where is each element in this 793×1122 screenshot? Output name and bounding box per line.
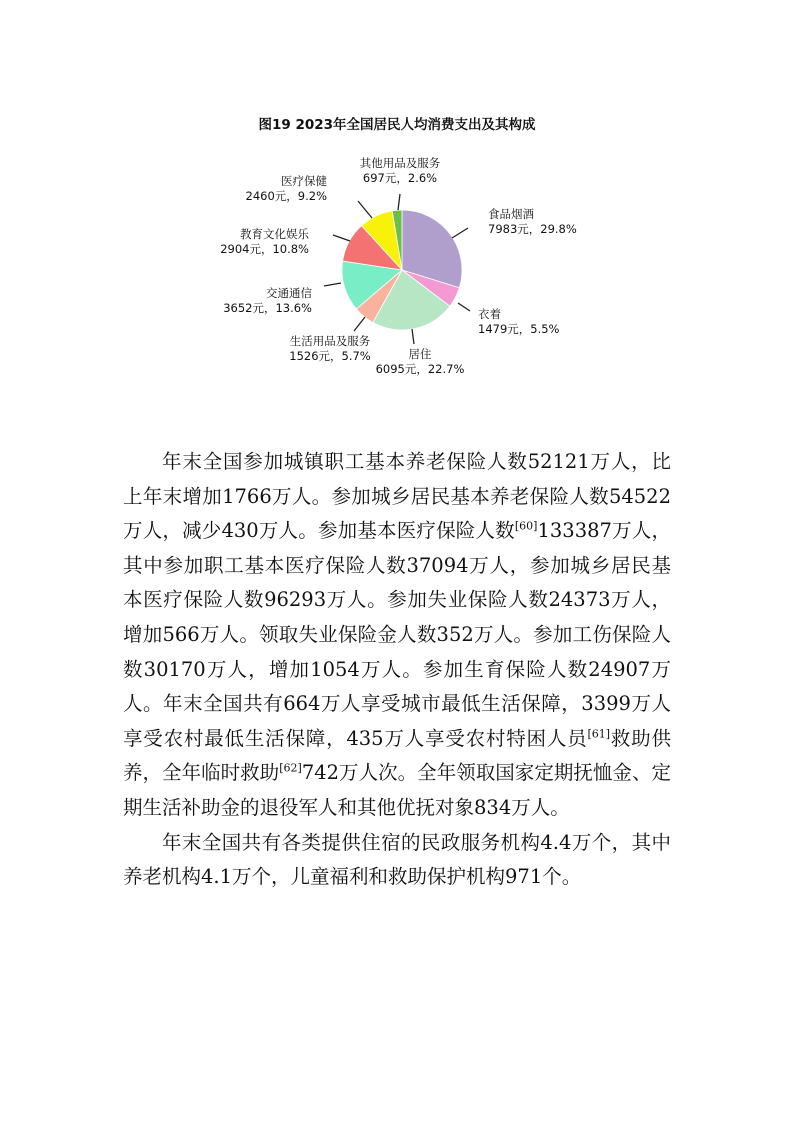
leader-line [324,283,341,286]
leader-line [458,303,470,311]
paragraph-text: 742万人次。全年领取国家定期抚恤金、定期生活补助金的退役军人和其他优抚对象834万人。 [123,761,671,819]
paragraph-civil-affairs: 年末全国共有各类提供住宿的民政服务机构4.4万个，其中养老机构4.1万个，儿童福利和救助保护机构971个。 [123,830,671,889]
slice-value-label: 7983元，29.8% [488,222,577,236]
leader-line [452,228,468,238]
slice-name-label: 医疗保健 [281,174,327,188]
body-text [123,445,671,895]
slice-name-label: 居住 [408,347,432,361]
slice-name-label: 生活用品及服务 [289,334,371,348]
slice-name-label: 交通通信 [266,286,312,300]
pie-chart [0,100,793,400]
slice-name-label: 衣着 [478,307,501,321]
slice-value-label: 3652元，13.6% [223,301,312,315]
leader-line [354,317,365,331]
footnote-marker: [60] [514,519,538,533]
leader-line [358,201,372,218]
figure-title: 图19 2023年全国居民人均消费支出及其构成 [258,117,536,133]
slice-value-label: 1479元，5.5% [478,322,560,336]
slice-value-label: 697元，2.6% [362,171,438,185]
slice-value-label: 2904元，10.8% [220,242,309,256]
footnote-marker: [62] [279,761,302,775]
paragraph-social-security [123,445,671,826]
pie-chart-figure [0,100,793,400]
slice-value-label: 6095元，22.7% [375,362,465,376]
slice-value-label: 1526元，5.7% [289,349,371,363]
leader-line [398,194,400,210]
paragraph-text: 救助供养，全年临时救助 [123,726,671,785]
footnote-marker: [61] [587,727,611,741]
slice-name-label: 其他用品及服务 [359,156,441,170]
slice-name-label: 食品烟酒 [488,207,534,221]
paragraph-text: 年末全国参加城镇职工基本养老保险人数52121万人，比上年末增加1766万人。参加城乡居民基本养老保险人数54522万人，减少430万人。参加基本医疗保险人数 [123,450,671,543]
leader-line [412,329,414,344]
leader-line [333,235,350,241]
slice-name-label: 教育文化娱乐 [240,227,309,241]
slice-value-label: 2460元，9.2% [245,189,327,203]
paragraph-text: 133387万人，其中参加职工基本医疗保险人数37094万人，参加城乡居民基本医疗保险人数96293万人。参加失业保险人数24373万人，增加566万人。领取失业保险金人数352万人。参加工伤保险人数30170万人，增加1054万人。参加生育保险人数24907万人。年末全国共有664万人享受城市最低生活保障，3399万人享受农村最低生活保障，435万人享受农村特困人员 [123,519,671,750]
